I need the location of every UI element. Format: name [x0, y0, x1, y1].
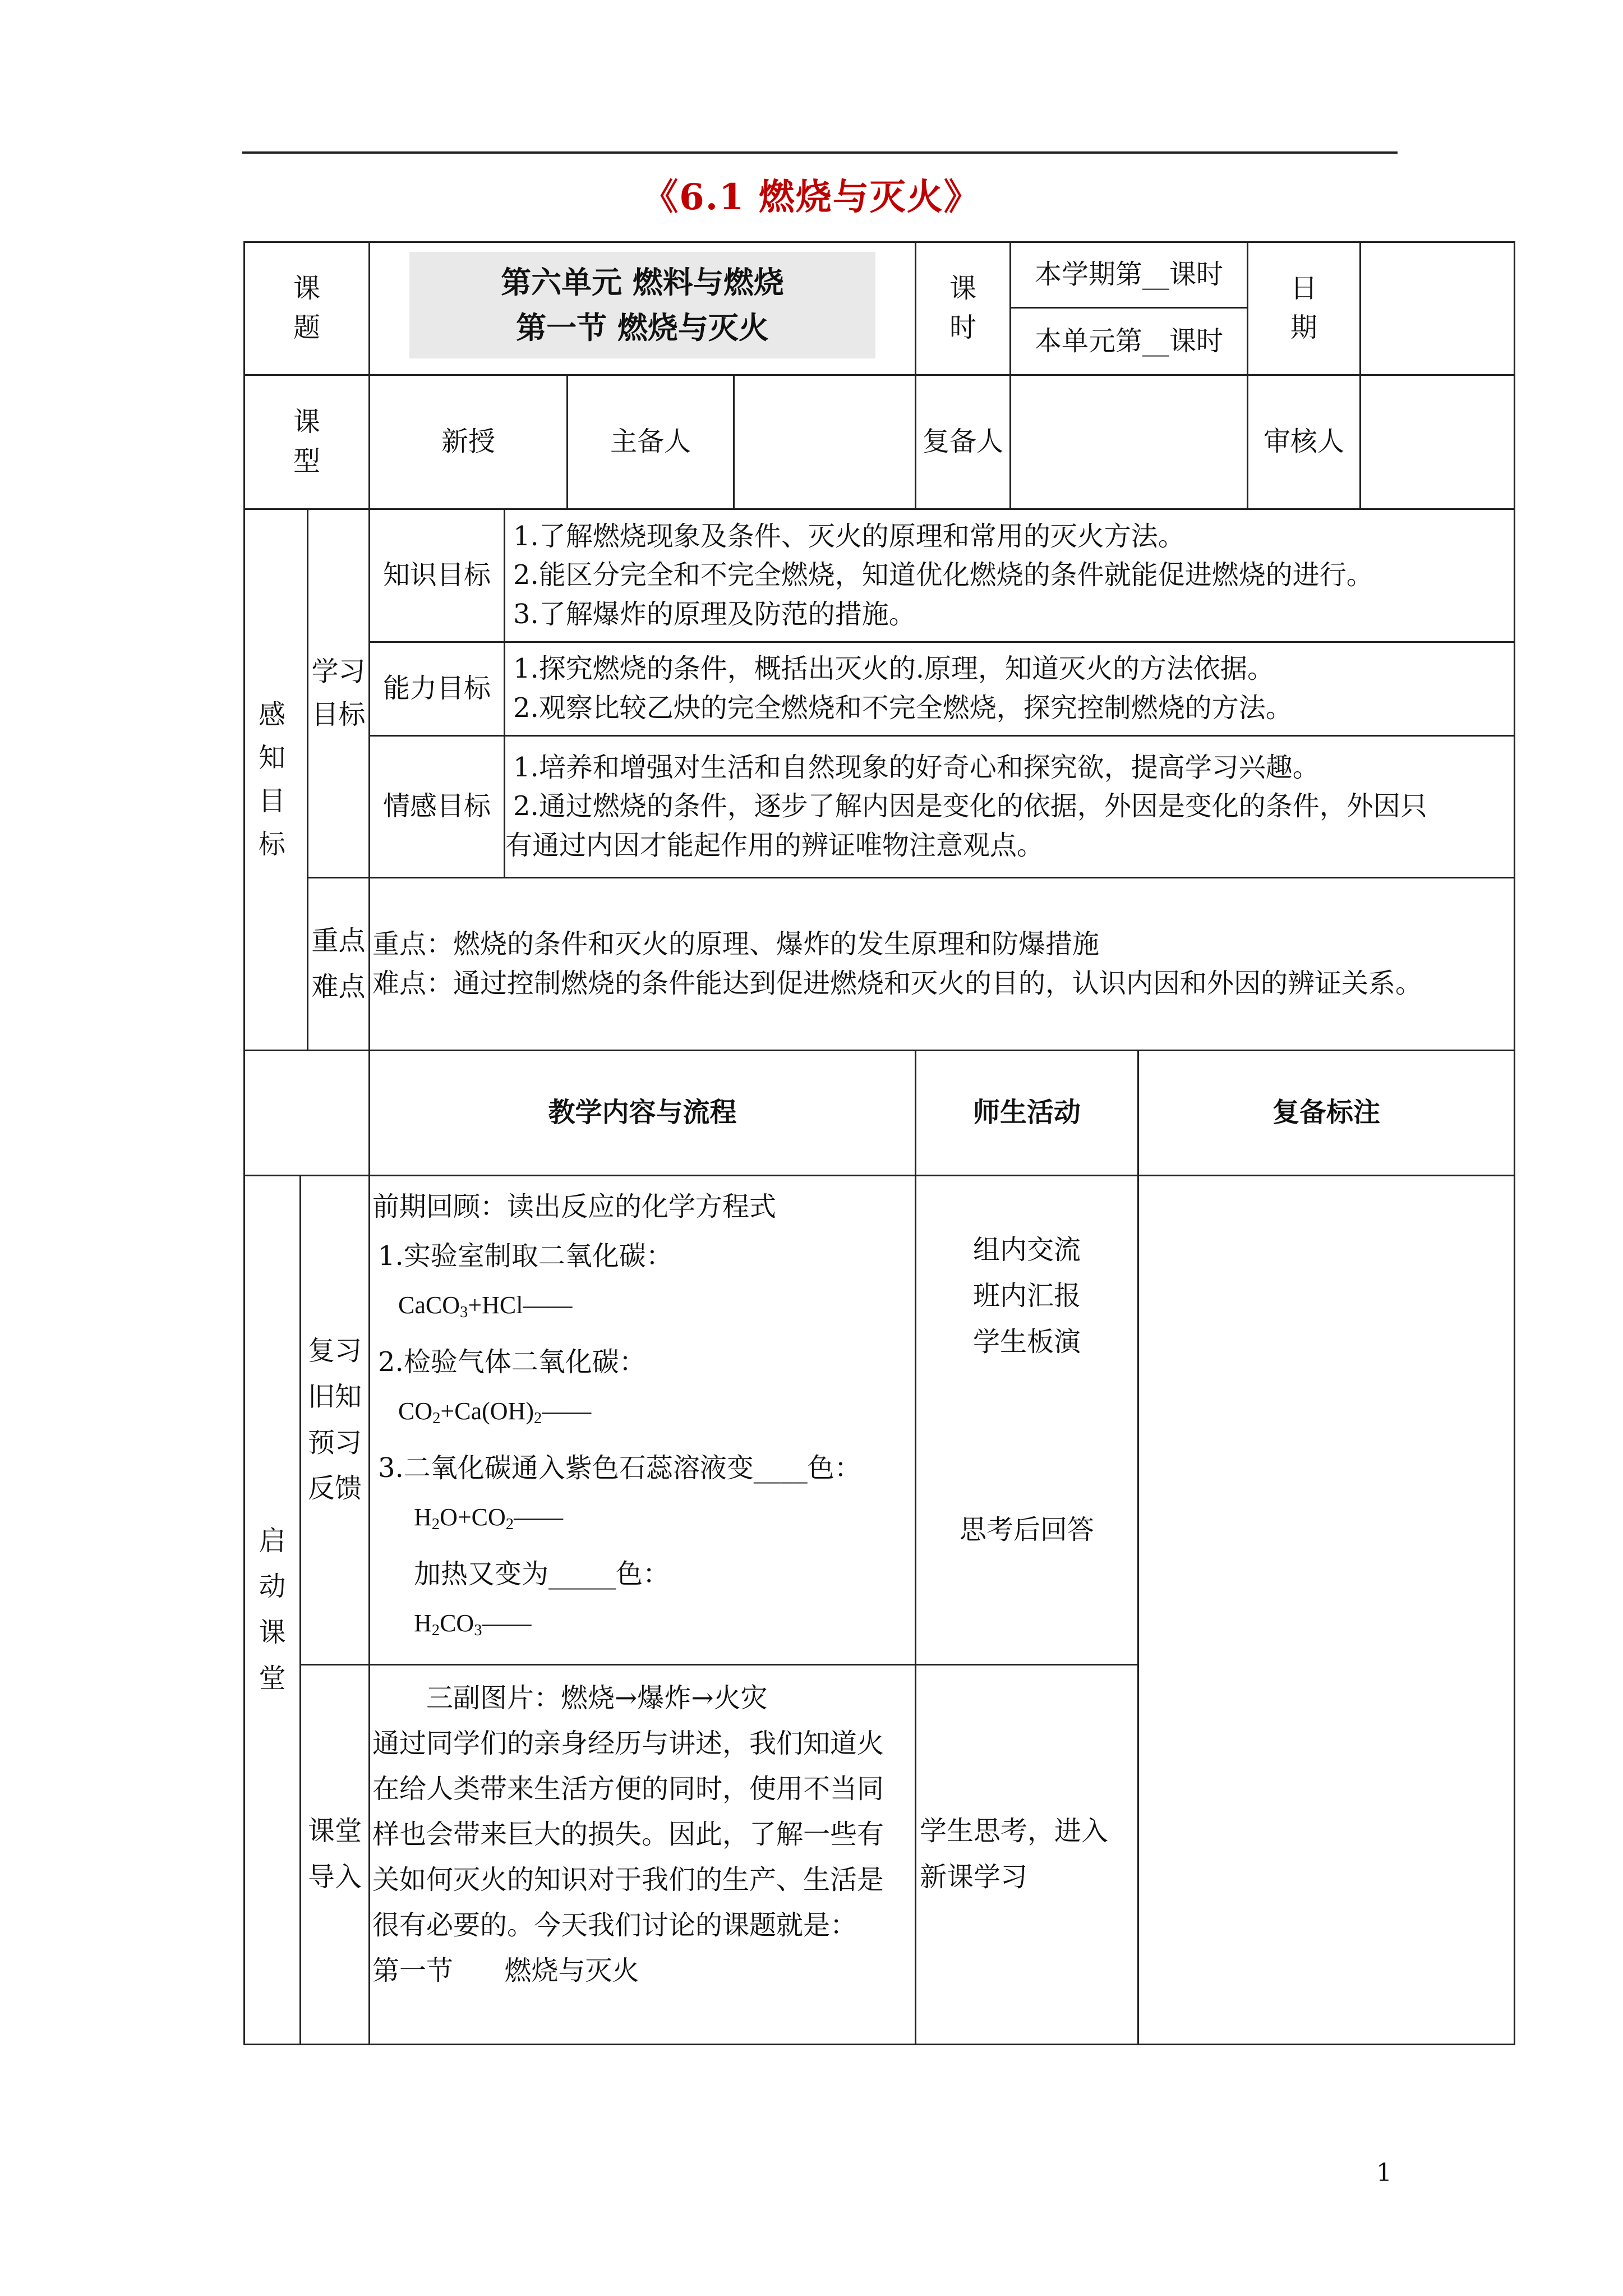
review-content	[368, 1175, 916, 1665]
equation-h2o-co2: $H_2O+CO_2——$	[414, 1503, 564, 1534]
header-rule	[242, 151, 1398, 154]
lead-preparer-value	[733, 374, 916, 510]
emotion-goal-content	[504, 735, 1515, 878]
intro-line-2: 通过同学们的亲身经历与讲述，我们知道火	[372, 1728, 884, 1759]
knowledge-goal-3: 3.了解爆炸的原理及防范的措施。	[513, 598, 916, 630]
activity-board-work: 学生板演	[972, 1326, 1081, 1358]
lesson-type-value: 新授	[368, 374, 568, 510]
intro-activity	[915, 1664, 1139, 2045]
emotion-goal-2: 2.通过燃烧的条件，逐步了解内因是变化的依据，外因是变化的条件，外因只	[513, 790, 1427, 822]
topic-box	[409, 252, 875, 358]
topic-cell	[368, 241, 916, 376]
goals-section-label	[243, 508, 308, 1051]
lead-preparer-label: 主备人	[566, 374, 735, 510]
review-intro: 前期回顾：读出反应的化学方程式	[372, 1191, 777, 1222]
key-point: 重点：燃烧的条件和灭火的原理、爆炸的发生原理和防爆措施	[372, 928, 1100, 960]
topic-line-2: 第一节 燃烧与灭火	[516, 310, 769, 346]
date-label: 日 期	[1247, 241, 1361, 376]
review-activities	[915, 1175, 1139, 1665]
review-label-text: 复习旧知预习反馈	[308, 1335, 362, 1504]
column-activities: 师生活动	[915, 1050, 1139, 1176]
focus-content	[368, 877, 1515, 1051]
review-q3: 3.二氧化碳通入紫色石蕊溶液变____色：	[378, 1452, 861, 1484]
topic-line-1: 第六单元 燃料与燃烧	[501, 265, 784, 300]
lesson-plan-table	[243, 241, 1515, 2045]
activity-class-report: 班内汇报	[972, 1280, 1081, 1312]
difficult-point: 难点：通过控制燃烧的条件能达到促进燃烧和灭火的目的，认识内因和外因的辨证关系。	[372, 967, 1423, 999]
intro-line-3: 在给人类带来生活方便的同时，使用不当同	[372, 1773, 884, 1805]
intro-label-text: 课堂导入	[308, 1815, 362, 1893]
emotion-goal-label: 情感目标	[368, 735, 505, 878]
reviewer-label: 审核人	[1247, 374, 1361, 510]
emotion-goal-3: 有通过内因才能起作用的辨证唯物注意观点。	[505, 829, 1044, 861]
study-goals-text: 学习目标	[311, 656, 366, 730]
notes-column	[1137, 1175, 1515, 2045]
document-title: 《6.1 燃烧与灭火》	[642, 176, 981, 218]
column-teaching-content: 教学内容与流程	[368, 1050, 916, 1176]
activity-group-discussion: 组内交流	[972, 1234, 1081, 1266]
knowledge-goal-label: 知识目标	[368, 508, 505, 643]
activity-think-answer: 思考后回答	[959, 1514, 1094, 1545]
intro-line-4: 样也会带来巨大的损失。因此，了解一些有	[372, 1819, 884, 1850]
knowledge-goal-content	[504, 508, 1515, 643]
launch-section-text: 启动课堂	[259, 1525, 286, 1694]
intro-label	[299, 1664, 370, 2045]
ability-goal-content	[504, 641, 1515, 737]
review-q2: 2.检验气体二氧化碳：	[378, 1346, 646, 1378]
emotion-goal-1: 1.培养和增强对生活和自然现象的好奇心和探究欲，提高学习兴趣。	[513, 751, 1320, 783]
ability-goal-label: 能力目标	[368, 641, 505, 737]
intro-content	[368, 1664, 916, 2045]
review-q1: 1.实验室制取二氧化碳：	[378, 1240, 673, 1272]
review-heat: 加热又变为_____色：	[414, 1558, 670, 1590]
semester-lesson: 本学期第__课时	[1009, 241, 1248, 309]
ability-goal-1: 1.探究燃烧的条件，概括出灭火的.原理，知道灭火的方法依据。	[513, 653, 1275, 685]
study-goals-label	[307, 508, 370, 878]
intro-line-5: 关如何灭火的知识对于我们的生产、生活是	[372, 1864, 884, 1895]
column-header-blank	[243, 1050, 370, 1176]
column-notes: 复备标注	[1137, 1050, 1515, 1176]
intro-line-7: 第一节 燃烧与灭火	[372, 1955, 639, 1986]
equation-h2co3: $H_2CO_3——$	[414, 1609, 532, 1640]
equation-co2-caoh2: $CO_2+Ca(OH)_2——$	[398, 1397, 592, 1428]
lesson-type-label: 课 型	[243, 374, 370, 510]
knowledge-goal-2: 2.能区分完全和不完全燃烧，知道优化燃烧的条件就能促进燃烧的进行。	[513, 559, 1373, 591]
page-number: 1	[1376, 2159, 1392, 2187]
co-preparer-label: 复备人	[915, 374, 1011, 510]
focus-label	[307, 877, 370, 1051]
intro-line-1: 三副图片：燃烧→爆炸→火灾	[426, 1682, 768, 1714]
goals-section-text: 感知目标	[258, 699, 293, 860]
unit-lesson: 本单元第__课时	[1009, 307, 1248, 376]
intro-activity-text: 学生思考，进入新课学习	[920, 1815, 1109, 1893]
launch-section-label	[243, 1175, 301, 2045]
lesson-time-label: 课 时	[915, 241, 1011, 376]
date-value	[1359, 241, 1515, 376]
ability-goal-2: 2.观察比较乙炔的完全燃烧和不完全燃烧，探究控制燃烧的方法。	[513, 692, 1293, 724]
review-label	[299, 1175, 370, 1665]
reviewer-value	[1359, 374, 1515, 510]
topic-label: 课 题	[243, 241, 370, 376]
intro-line-6: 很有必要的。今天我们讨论的课题就是：	[372, 1910, 857, 1941]
co-preparer-value	[1009, 374, 1248, 510]
knowledge-goal-1: 1.了解燃烧现象及条件、灭火的原理和常用的灭火方法。	[513, 520, 1185, 552]
equation-caco3: CaCO$_3$+HCl——	[398, 1291, 573, 1322]
focus-label-text: 重点难点	[311, 924, 366, 1002]
